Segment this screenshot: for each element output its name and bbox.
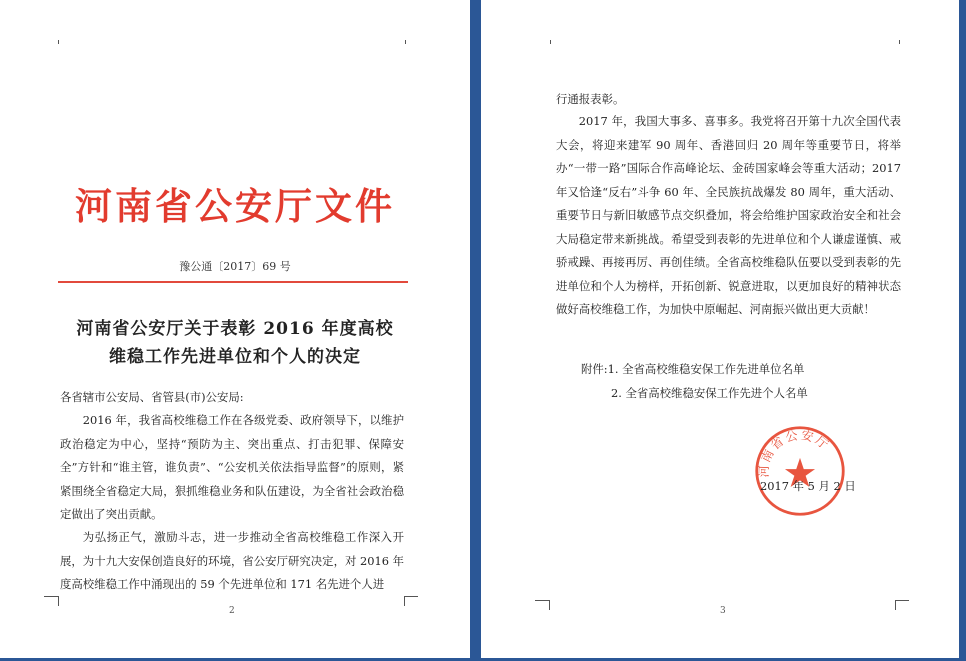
- official-seal-stamp: [753, 424, 847, 518]
- signature-date: 2017 年 5 月 2 日: [760, 479, 856, 493]
- crop-mark: [404, 596, 418, 603]
- body-paragraph: 2017 年，我国大事多、喜事多。我党将召开第十九次全国代表大会，将迎来建军 90 周年、香港回归 20 周年等重要节日，将举办“一带一路”国际合作高峰论坛、金砖国家峰会等重大活动；2017 年又恰逢“反右”斗争 60 年、全民族抗战爆发 80 周年，重大活动、重要节日与新旧敏感节点交织叠加，将会给维护国家政治安全和社会大局稳定带来新挑战。希望受到表彰的先进单位和个人谦虚谨慎、戒骄戒躁、再接再厉、再创佳绩。全省高校维稳队伍要以受到表彰的先进单位和个人为榜样，开拓创新、锐意进取，以更加良好的精神状态做好高校维稳工作，为加快中原崛起、河南振兴做出更大贡献！: [556, 114, 901, 316]
- page-number: 2: [229, 606, 235, 616]
- crop-mark: [895, 600, 909, 602]
- document-page-right: [481, 0, 959, 658]
- crop-mark: [549, 600, 550, 610]
- svg-text:河南省公安厅: 河南省公安厅: [756, 428, 833, 478]
- crop-mark: [405, 40, 406, 44]
- crop-mark: [899, 40, 900, 44]
- crop-mark: [58, 40, 59, 44]
- crop-mark: [895, 600, 896, 610]
- crop-mark: [404, 596, 405, 606]
- document-title-line-2: 维稳工作先进单位和个人的决定: [109, 347, 361, 367]
- document-header: 河南省公安厅文件: [75, 184, 395, 228]
- attachment-line-2: 2. 全省高校维稳安保工作先进个人名单: [611, 386, 808, 400]
- page-number: 3: [720, 606, 726, 616]
- body-paragraph: 2016 年，我省高校维稳工作在各级党委、政府领导下，以维护政治稳定为中心，坚持“预防为主、突出重点、打击犯罪、保障安全”方针和“谁主管，谁负责”、“公安机关依法指导监督”的原则，紧紧围绕全省稳定大局，狠抓维稳业务和队伍建设，为全省社会政治稳定做出了突出贡献。: [60, 413, 404, 521]
- crop-mark: [535, 600, 549, 602]
- document-page-left: [0, 0, 470, 658]
- red-divider-line: [58, 281, 408, 283]
- crop-mark: [58, 596, 59, 606]
- crop-mark: [44, 596, 58, 603]
- attachment-line-1: 附件:1. 全省高校维稳安保工作先进单位名单: [581, 362, 805, 376]
- body-paragraph: 行通报表彰。: [556, 92, 625, 106]
- body-paragraph: 为弘扬正气，激励斗志，进一步推动全省高校维稳工作深入开展，为十九大安保创造良好的环境，省公安厅研究决定，对 2016 年度高校维稳工作中涌现出的 59 个先进单位和 171 名先进个人进: [60, 530, 404, 591]
- salutation: 各省辖市公安局、省管县(市)公安局:: [60, 390, 244, 404]
- document-title-line-1: 河南省公安厅关于表彰 2016 年度高校: [76, 319, 394, 339]
- document-number: 豫公通〔2017〕69 号: [179, 260, 291, 273]
- crop-mark: [550, 40, 551, 44]
